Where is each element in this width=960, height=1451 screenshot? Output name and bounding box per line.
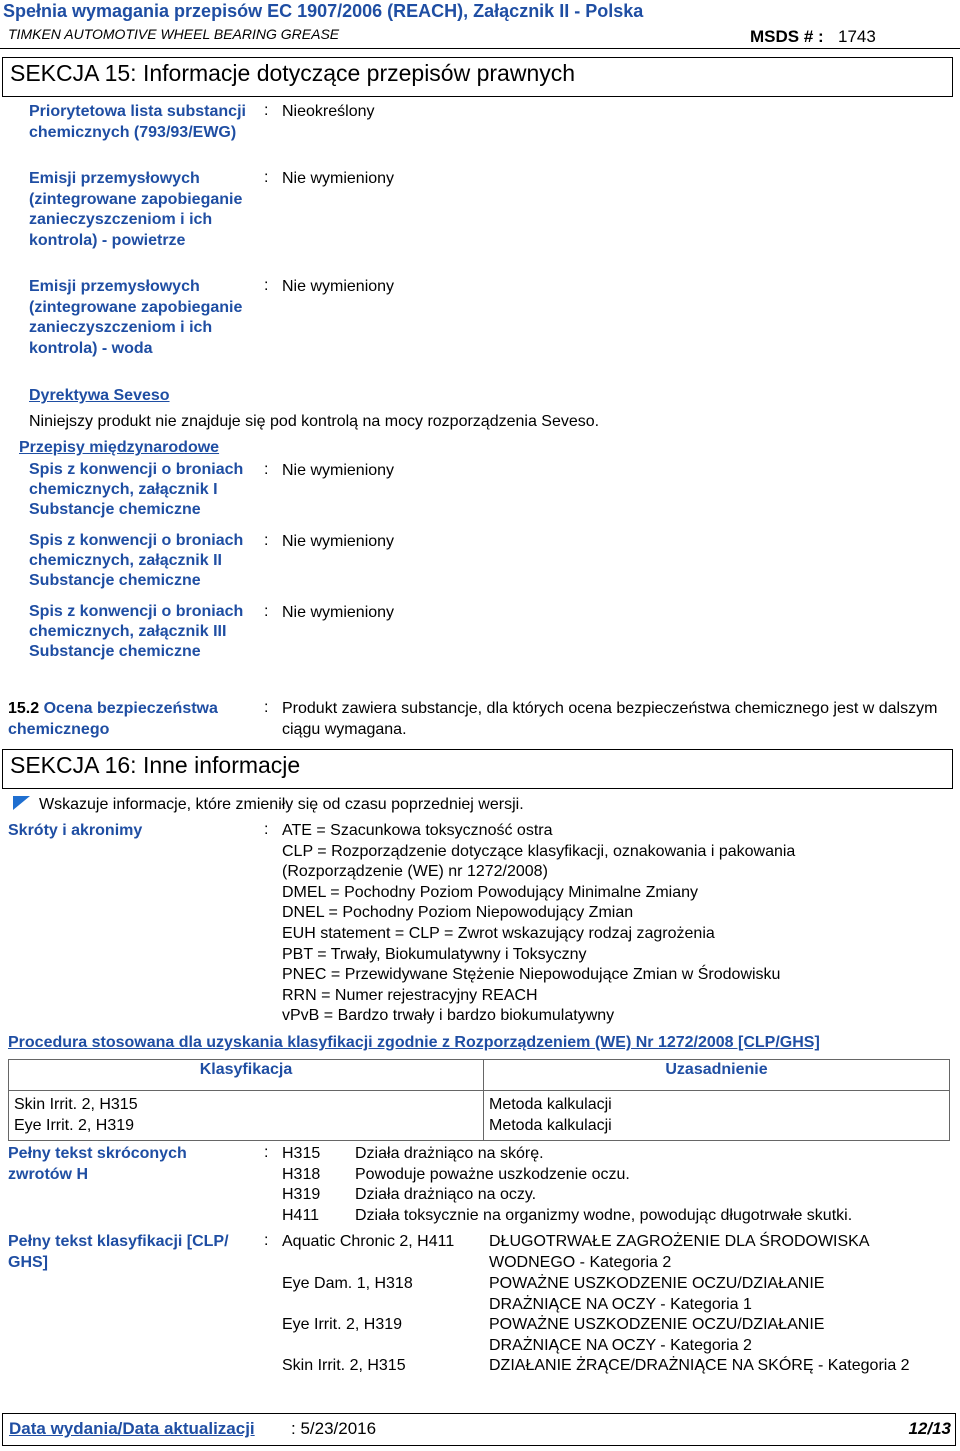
acronym-item: (Rozporządzenie (WE) nr 1272/2008): [282, 863, 548, 881]
colon: :: [264, 102, 269, 119]
table-bottom: [9, 1136, 950, 1140]
row-label-cwc-annex-1: Spis z konwencji o broniach chemicznych, załącznik I Substancje chemiczne: [29, 461, 244, 518]
clp-code: Aquatic Chronic 2, H411: [282, 1233, 455, 1250]
table-cell-text: Metoda kalkulacji: [489, 1116, 612, 1134]
row-label-emissions-water: Emisji przemysłowych (zintegrowane zapobieganie zanieczyszczeniom i ich kontrola) - woda: [29, 278, 243, 357]
clp-code: Eye Dam. 1, H318: [282, 1275, 413, 1292]
table-row: [9, 1091, 950, 1137]
colon: :: [264, 1232, 269, 1249]
h-phrase-code: H319: [282, 1186, 321, 1204]
footer-date: : 5/23/2016: [291, 1419, 377, 1438]
acronym-item: vPvB = Bardzo trwały i bardzo biokumulatywny: [282, 1007, 615, 1025]
acronym-item: PBT = Trwały, Biokumulatywny i Toksyczny: [282, 945, 587, 963]
section-16-title: SEKCJA 16: Inne informacje: [2, 749, 953, 789]
row-value-cwc-annex-3: Nie wymieniony: [282, 604, 395, 621]
acronym-item: CLP = Rozporządzenie dotyczące klasyfikacji, oznakowania i pakowania: [282, 842, 796, 860]
acronym-item: DNEL = Pochodny Poziom Niepowodujący Zmian: [282, 904, 634, 922]
row-label-cwc-annex-2: Spis z konwencji o broniach chemicznych, załącznik II Substancje chemiczne: [29, 532, 244, 589]
row-label-cwc-annex-3: Spis z konwencji o broniach chemicznych, załącznik III Substancje chemiczne: [29, 603, 244, 660]
classification-table: [8, 1059, 950, 1141]
procedure-heading: Procedura stosowana dla uzyskania klasyfikacji zgodnie z Rozporządzeniem (WE) Nr 1272/2008 [CLP/GHS]: [8, 1034, 820, 1051]
clp-text: DZIAŁANIE ŻRĄCE/DRAŻNIĄCE NA SKÓRĘ - Kategoria 2: [489, 1357, 910, 1374]
colon: :: [264, 603, 269, 620]
change-marker-icon: [13, 796, 30, 810]
h-phrase-item: [282, 1206, 852, 1227]
section-15-title: SEKCJA 15: Informacje dotyczące przepisów prawnych: [2, 57, 953, 97]
table-cell-text: Skin Irrit. 2, H315: [14, 1096, 138, 1113]
safety-assessment-label-text: Ocena bezpieczeństwa chemicznego: [8, 700, 218, 738]
h-phrase-text: Działa toksycznie na organizmy wodne, powodując długotrwałe skutki.: [355, 1206, 853, 1224]
acronym-item: ATE = Szacunkowa toksyczność ostra: [282, 822, 553, 839]
acronym-item: DMEL = Pochodny Poziom Powodujący Minimalne Zmiany: [282, 883, 699, 901]
colon: :: [264, 532, 269, 549]
table-header-classification: Klasyfikacja: [9, 1060, 484, 1091]
safety-assessment-label: [8, 699, 253, 740]
row-value-emissions-water: Nie wymieniony: [282, 278, 395, 295]
table-header-justification: Uzasadnienie: [484, 1060, 950, 1091]
row-label-emissions-air: Emisji przemysłowych (zintegrowane zapobieganie zanieczyszczeniom i ich kontrola) - powietrze: [29, 170, 243, 249]
h-phrase-text: Działa drażniąco na oczy.: [355, 1186, 537, 1204]
table-cell: [9, 1091, 484, 1137]
row-value-cwc-annex-1: Nie wymieniony: [282, 462, 395, 479]
colon: :: [264, 699, 269, 716]
clp-text: DRAŻNIĄCE NA OCZY - Kategoria 2: [489, 1336, 752, 1354]
h-phrase-text: Powoduje poważne uszkodzenie oczu.: [355, 1165, 630, 1183]
clp-code: Eye Irrit. 2, H319: [282, 1316, 403, 1333]
h-phrase-item: [282, 1165, 852, 1186]
intl-regulations-heading: Przepisy międzynarodowe: [19, 439, 220, 456]
safety-assessment-number: 15.2: [8, 700, 40, 717]
seveso-heading: Dyrektywa Seveso: [29, 387, 170, 404]
msds-number: 1743: [838, 27, 876, 46]
table-cell: [9, 1136, 484, 1140]
h-phrase-code: H315: [282, 1145, 321, 1162]
table-header-row: [9, 1060, 950, 1091]
header-divider: [0, 48, 960, 49]
changes-note: Wskazuje informacje, które zmieniły się od czasu poprzedniej wersji.: [39, 796, 524, 813]
table-cell-text: Eye Irrit. 2, H319: [14, 1116, 135, 1134]
footer: [2, 1413, 956, 1446]
clp-text: DRAŻNIĄCE NA OCZY - Kategoria 1: [489, 1295, 752, 1313]
table-cell: [484, 1136, 950, 1140]
table-cell: [484, 1091, 950, 1137]
h-phrase-code: H411: [282, 1206, 320, 1224]
acronyms-list: [282, 821, 795, 1027]
page-header-title: Spełnia wymagania przepisów EC 1907/2006 (REACH), Załącznik II - Polska: [3, 1, 644, 21]
h-phrases-list: [282, 1144, 852, 1226]
h-phrase-code: H318: [282, 1165, 321, 1183]
colon: :: [264, 461, 269, 478]
row-label-priority-list: Priorytetowa lista substancji chemicznych (793/93/EWG): [29, 103, 246, 141]
acronym-item: PNEC = Przewidywane Stężenie Niepowodujące Zmian w Środowisku: [282, 966, 781, 984]
h-phrase-text: Działa drażniąco na skórę.: [355, 1145, 544, 1162]
seveso-text: Niniejszy produkt nie znajduje się pod kontrolą na mocy rozporządzenia Seveso.: [29, 413, 600, 430]
clp-code: Skin Irrit. 2, H315: [282, 1357, 406, 1374]
row-value-cwc-annex-2: Nie wymieniony: [282, 533, 395, 550]
safety-assessment-value: Produkt zawiera substancje, dla których ocena bezpieczeństwa chemicznego jest w dalszym ciągu wymagana.: [282, 700, 938, 738]
acronym-item: RRN = Numer rejestracyjny REACH: [282, 986, 538, 1004]
colon: :: [264, 1144, 269, 1161]
h-phrase-item: [282, 1185, 852, 1206]
acronyms-label: Skróty i akronimy: [8, 822, 143, 839]
page-number: 12/13: [908, 1419, 951, 1438]
clp-label: Pełny tekst klasyfikacji [CLP/ GHS]: [8, 1233, 229, 1271]
table-cell-text: Metoda kalkulacji: [489, 1096, 612, 1113]
clp-text: POWAŻNE USZKODZENIE OCZU/DZIAŁANIE: [489, 1316, 825, 1333]
colon: :: [264, 169, 269, 186]
h-phrase-item: [282, 1144, 852, 1165]
clp-text: DŁUGOTRWAŁE ZAGROŻENIE DLA ŚRODOWISKA: [489, 1233, 870, 1250]
colon: :: [264, 821, 269, 838]
row-value-priority-list: Nieokreślony: [282, 103, 375, 120]
clp-text: WODNEGO - Kategoria 2: [489, 1253, 672, 1271]
footer-label: Data wydania/Data aktualizacji: [9, 1419, 255, 1438]
product-name: TIMKEN AUTOMOTIVE WHEEL BEARING GREASE: [8, 26, 340, 42]
acronym-item: EUH statement = CLP = Zwrot wskazujący rodzaj zagrożenia: [282, 924, 715, 942]
msds-label: MSDS # :: [750, 27, 824, 46]
row-value-emissions-air: Nie wymieniony: [282, 170, 395, 187]
colon: :: [264, 277, 269, 294]
h-phrases-label: Pełny tekst skróconych zwrotów H: [8, 1145, 187, 1183]
clp-text: POWAŻNE USZKODZENIE OCZU/DZIAŁANIE: [489, 1275, 825, 1292]
